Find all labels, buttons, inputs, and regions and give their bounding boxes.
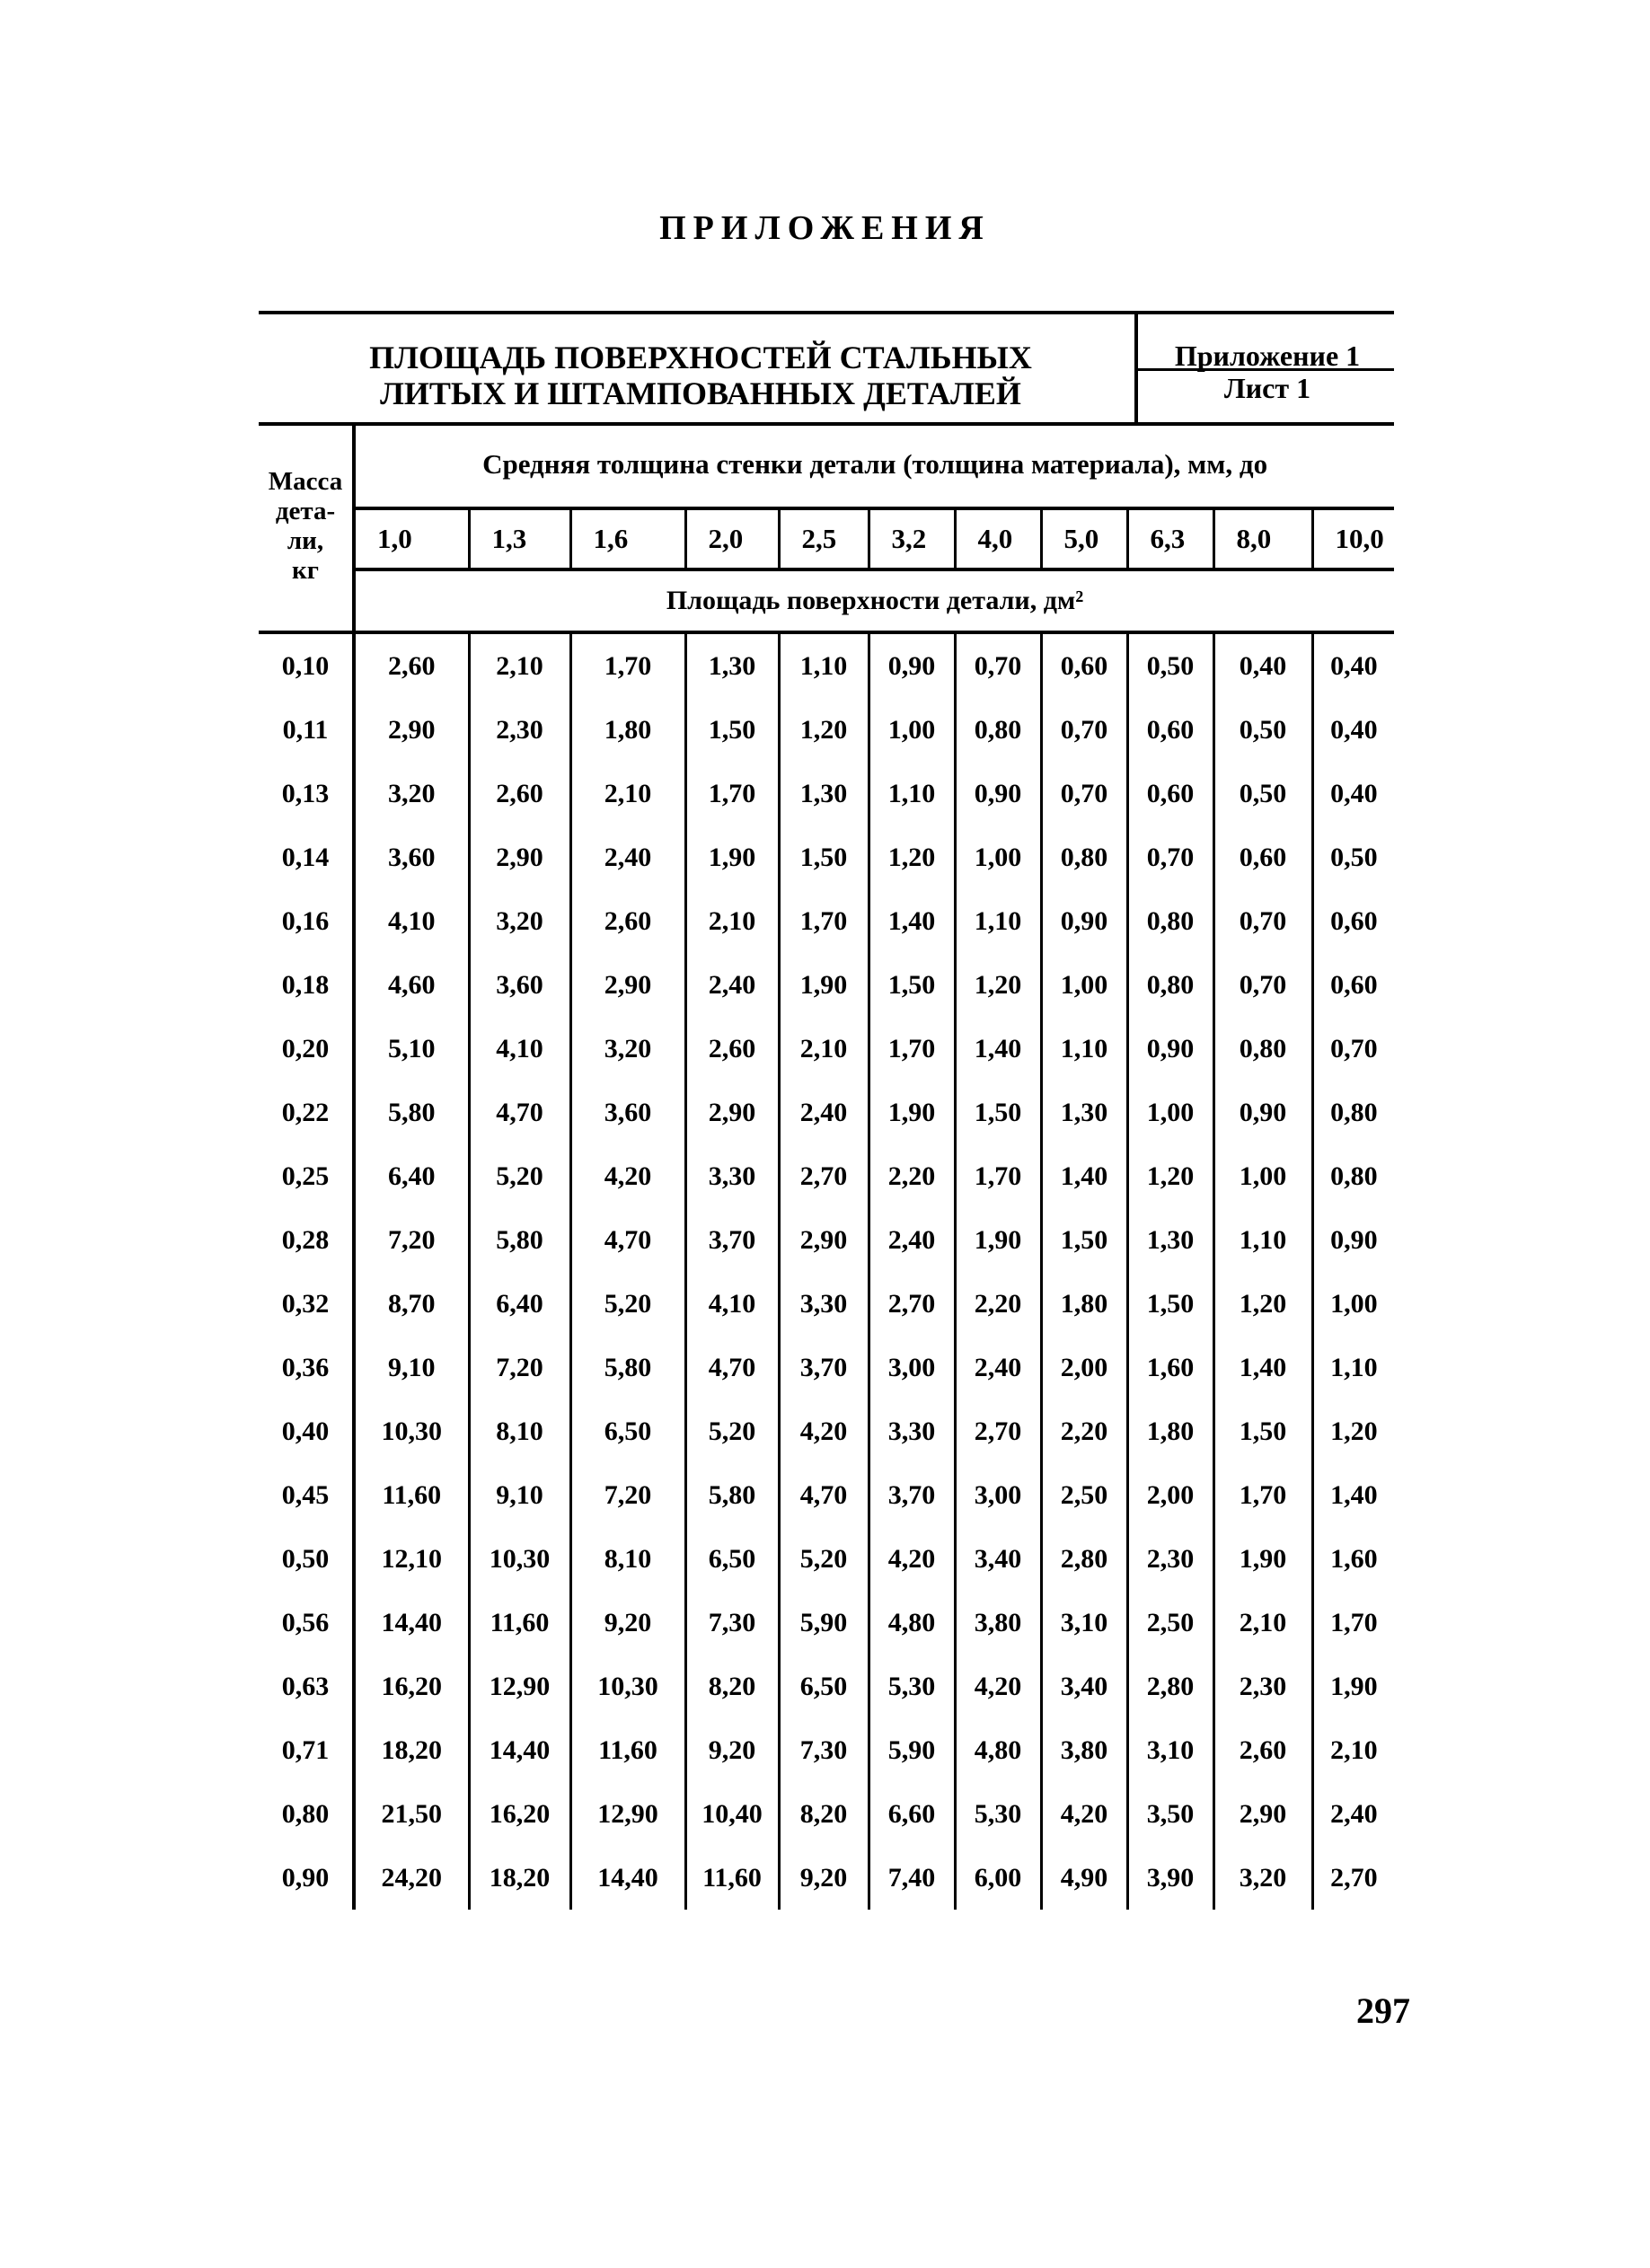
area-value-cell: 1,50 <box>779 825 869 889</box>
area-value-cell: 3,60 <box>570 1081 685 1144</box>
area-value-cell: 1,00 <box>955 825 1041 889</box>
area-value-cell: 3,30 <box>685 1144 779 1208</box>
area-value-cell: 1,40 <box>1312 1463 1394 1527</box>
area-value-cell: 7,30 <box>685 1591 779 1655</box>
area-value-cell: 2,80 <box>1041 1527 1127 1591</box>
area-value-cell: 7,20 <box>570 1463 685 1527</box>
area-value-cell: 3,70 <box>779 1336 869 1399</box>
table-row <box>259 1782 1394 1846</box>
area-value-cell: 0,50 <box>1312 825 1394 889</box>
area-value-cell: 7,20 <box>469 1336 570 1399</box>
area-value-cell: 3,20 <box>570 1017 685 1081</box>
area-value-cell: 0,40 <box>1312 632 1394 698</box>
area-value-cell: 1,50 <box>1041 1208 1127 1272</box>
area-value-cell: 4,10 <box>469 1017 570 1081</box>
area-value-cell: 5,20 <box>570 1272 685 1336</box>
area-value-cell: 3,10 <box>1127 1718 1213 1782</box>
mass-cell: 0,40 <box>259 1399 354 1463</box>
table-row <box>259 1272 1394 1336</box>
area-value-cell: 5,90 <box>779 1591 869 1655</box>
thickness-header-cell: 3,2 <box>869 508 955 569</box>
area-value-cell: 2,90 <box>779 1208 869 1272</box>
area-value-cell: 4,80 <box>955 1718 1041 1782</box>
area-value-cell: 1,90 <box>685 825 779 889</box>
area-value-cell: 1,90 <box>779 953 869 1017</box>
mass-cell: 0,25 <box>259 1144 354 1208</box>
table-row <box>259 1144 1394 1208</box>
table-row <box>259 889 1394 953</box>
mass-cell: 0,18 <box>259 953 354 1017</box>
area-value-cell: 2,00 <box>1127 1463 1213 1527</box>
mass-cell: 0,13 <box>259 762 354 825</box>
area-value-cell: 2,70 <box>1312 1846 1394 1910</box>
page-number: 297 <box>1356 1990 1410 2031</box>
area-value-cell: 4,90 <box>1041 1846 1127 1910</box>
area-value-cell: 1,90 <box>1213 1527 1312 1591</box>
mass-header-line1: Масса <box>268 467 343 496</box>
thickness-header-cell: 4,0 <box>955 508 1041 569</box>
area-value-cell: 1,10 <box>1213 1208 1312 1272</box>
table-row <box>259 1718 1394 1782</box>
area-value-cell: 14,40 <box>469 1718 570 1782</box>
area-value-cell: 2,10 <box>685 889 779 953</box>
area-value-cell: 1,00 <box>869 698 955 762</box>
area-value-cell: 4,80 <box>869 1591 955 1655</box>
area-value-cell: 7,40 <box>869 1846 955 1910</box>
table-body <box>259 632 1394 1910</box>
thickness-header-cell: 1,3 <box>469 508 570 569</box>
area-value-cell: 2,10 <box>779 1017 869 1081</box>
header-divider <box>1134 311 1138 422</box>
area-value-cell: 0,60 <box>1312 953 1394 1017</box>
mass-header-line3: ли, <box>287 526 324 555</box>
area-value-cell: 1,90 <box>955 1208 1041 1272</box>
area-value-cell: 2,90 <box>388 714 436 745</box>
section-title: ПРИЛОЖЕНИЯ <box>659 209 991 247</box>
thickness-header-cell: 2,0 <box>685 508 779 569</box>
area-value-cell: 3,70 <box>869 1463 955 1527</box>
area-value-cell: 0,90 <box>1041 889 1127 953</box>
area-value-cell: 5,30 <box>869 1655 955 1718</box>
area-value-cell: 6,50 <box>570 1399 685 1463</box>
area-value-cell: 1,40 <box>1041 1144 1127 1208</box>
area-value-cell: 2,70 <box>779 1144 869 1208</box>
mass-cell: 0,16 <box>259 889 354 953</box>
mass-cell: 0,45 <box>259 1463 354 1527</box>
table-row <box>259 1336 1394 1399</box>
area-value-cell: 1,30 <box>685 632 779 698</box>
area-value-cell: 5,80 <box>469 1208 570 1272</box>
mass-cell: 0,56 <box>259 1591 354 1655</box>
area-value-cell: 11,60 <box>469 1591 570 1655</box>
area-value-cell: 18,20 <box>381 1734 442 1765</box>
area-value-cell: 0,80 <box>1213 1017 1312 1081</box>
area-value-cell: 2,60 <box>570 889 685 953</box>
area-value-cell: 4,10 <box>685 1272 779 1336</box>
area-value-cell: 1,60 <box>1312 1527 1394 1591</box>
area-value-cell: 1,20 <box>955 953 1041 1017</box>
mass-cell: 0,20 <box>259 1017 354 1081</box>
table-row <box>259 1399 1394 1463</box>
area-value-cell: 2,80 <box>1127 1655 1213 1718</box>
area-value-cell: 1,00 <box>1213 1144 1312 1208</box>
thickness-header-cell: 10,0 <box>1312 508 1394 569</box>
appendix-sheet-rule <box>1138 368 1394 371</box>
area-value-cell: 7,20 <box>388 1224 436 1255</box>
area-value-cell: 0,70 <box>1312 1017 1394 1081</box>
area-value-cell: 1,70 <box>955 1144 1041 1208</box>
sheet-label: Лист 1 <box>1223 372 1311 404</box>
area-value-cell: 1,10 <box>869 762 955 825</box>
area-value-cell: 5,20 <box>779 1527 869 1591</box>
area-value-cell: 1,40 <box>869 889 955 953</box>
area-value-cell: 1,50 <box>1127 1272 1213 1336</box>
thickness-header-cell: 1,0 <box>354 508 469 569</box>
area-value-cell: 1,10 <box>1312 1336 1394 1399</box>
area-value-cell: 4,70 <box>685 1336 779 1399</box>
area-value-cell: 2,10 <box>469 632 570 698</box>
table-row <box>259 1846 1394 1910</box>
mass-cell: 0,11 <box>259 698 354 762</box>
table-row <box>259 1655 1394 1718</box>
area-value-cell: 1,90 <box>869 1081 955 1144</box>
table-row <box>259 1017 1394 1081</box>
area-value-cell: 12,90 <box>469 1655 570 1718</box>
area-value-cell: 12,10 <box>381 1543 442 1574</box>
area-value-cell: 2,60 <box>1213 1718 1312 1782</box>
area-value-cell: 0,70 <box>1127 825 1213 889</box>
mass-cell: 0,22 <box>259 1081 354 1144</box>
area-value-cell: 2,90 <box>1213 1782 1312 1846</box>
area-value-cell: 2,40 <box>570 825 685 889</box>
thickness-values-row <box>259 508 1394 569</box>
area-value-cell: 2,10 <box>1213 1591 1312 1655</box>
area-value-cell: 1,30 <box>779 762 869 825</box>
area-value-cell: 1,20 <box>1127 1144 1213 1208</box>
area-value-cell: 0,70 <box>1213 889 1312 953</box>
area-value-cell: 3,60 <box>388 842 436 872</box>
mass-cell: 0,36 <box>259 1336 354 1399</box>
area-value-cell: 7,30 <box>779 1718 869 1782</box>
area-value-cell: 1,20 <box>1213 1272 1312 1336</box>
area-value-cell: 0,90 <box>869 632 955 698</box>
area-value-cell: 2,40 <box>685 953 779 1017</box>
area-value-cell: 14,40 <box>570 1846 685 1910</box>
area-value-cell: 1,20 <box>779 698 869 762</box>
area-value-cell: 0,80 <box>1041 825 1127 889</box>
area-value-cell: 2,40 <box>955 1336 1041 1399</box>
mass-cell: 0,80 <box>259 1782 354 1846</box>
area-value-cell: 0,90 <box>1213 1081 1312 1144</box>
area-value-cell: 2,50 <box>1127 1591 1213 1655</box>
area-value-cell: 4,10 <box>388 905 436 936</box>
area-value-cell: 9,20 <box>779 1846 869 1910</box>
area-value-cell: 0,40 <box>1213 632 1312 698</box>
area-value-cell: 0,60 <box>1213 825 1312 889</box>
area-value-cell: 2,90 <box>570 953 685 1017</box>
area-value-cell: 5,80 <box>570 1336 685 1399</box>
area-value-cell: 4,20 <box>779 1399 869 1463</box>
area-value-cell: 0,80 <box>1127 889 1213 953</box>
area-value-cell: 16,20 <box>381 1671 442 1701</box>
area-value-cell: 1,80 <box>570 698 685 762</box>
table-row <box>259 1081 1394 1144</box>
area-value-cell: 3,20 <box>469 889 570 953</box>
area-value-cell: 1,00 <box>1312 1272 1394 1336</box>
area-value-cell: 8,20 <box>685 1655 779 1718</box>
area-value-cell: 4,20 <box>955 1655 1041 1718</box>
area-value-cell: 8,70 <box>388 1288 436 1319</box>
area-value-cell: 3,40 <box>955 1527 1041 1591</box>
area-value-cell: 6,60 <box>869 1782 955 1846</box>
area-value-cell: 3,10 <box>1041 1591 1127 1655</box>
mass-cell: 0,14 <box>259 825 354 889</box>
area-value-cell: 1,70 <box>869 1017 955 1081</box>
area-value-cell: 0,50 <box>1213 698 1312 762</box>
area-value-cell: 2,00 <box>1041 1336 1127 1399</box>
area-value-cell: 2,90 <box>469 825 570 889</box>
table-row <box>259 632 1394 698</box>
area-value-cell: 2,40 <box>869 1208 955 1272</box>
area-value-cell: 0,60 <box>1312 889 1394 953</box>
area-value-cell: 1,60 <box>1127 1336 1213 1399</box>
area-value-cell: 10,40 <box>685 1782 779 1846</box>
area-value-cell: 0,80 <box>1312 1144 1394 1208</box>
area-value-cell: 6,00 <box>955 1846 1041 1910</box>
area-value-cell: 1,70 <box>1213 1463 1312 1527</box>
area-value-cell: 11,60 <box>382 1479 442 1510</box>
table-row <box>259 1591 1394 1655</box>
thickness-header-cell: 1,6 <box>570 508 685 569</box>
area-value-cell: 2,70 <box>955 1399 1041 1463</box>
area-value-cell: 0,40 <box>1312 762 1394 825</box>
area-value-cell: 0,60 <box>1127 698 1213 762</box>
area-value-cell: 1,20 <box>869 825 955 889</box>
area-value-cell: 3,50 <box>1127 1782 1213 1846</box>
area-value-cell: 5,20 <box>469 1144 570 1208</box>
area-value-cell: 0,90 <box>1312 1208 1394 1272</box>
area-value-cell: 1,00 <box>1041 953 1127 1017</box>
area-value-cell: 2,60 <box>388 650 436 681</box>
area-value-cell: 3,20 <box>1213 1846 1312 1910</box>
area-value-cell: 2,40 <box>1312 1782 1394 1846</box>
appendix-label: Приложение 1 <box>1174 340 1361 372</box>
area-value-cell: 3,80 <box>955 1591 1041 1655</box>
area-value-cell: 0,60 <box>1127 762 1213 825</box>
area-value-cell: 1,70 <box>1312 1591 1394 1655</box>
area-value-cell: 3,00 <box>869 1336 955 1399</box>
mass-cell: 0,63 <box>259 1655 354 1718</box>
area-value-cell: 1,10 <box>955 889 1041 953</box>
mass-cell: 0,71 <box>259 1718 354 1782</box>
area-value-cell: 3,30 <box>779 1272 869 1336</box>
area-value-cell: 0,80 <box>1312 1081 1394 1144</box>
area-value-cell: 8,10 <box>469 1399 570 1463</box>
area-value-cell: 4,20 <box>869 1527 955 1591</box>
area-header: Площадь поверхности детали, дм² <box>354 569 1394 632</box>
thickness-header-cell: 5,0 <box>1041 508 1127 569</box>
area-value-cell: 9,20 <box>570 1591 685 1655</box>
area-value-cell: 0,90 <box>955 762 1041 825</box>
area-value-cell: 6,40 <box>469 1272 570 1336</box>
area-value-cell: 0,50 <box>1127 632 1213 698</box>
area-value-cell: 0,70 <box>1041 698 1127 762</box>
area-value-cell: 11,60 <box>685 1846 779 1910</box>
area-value-cell: 1,80 <box>1041 1272 1127 1336</box>
area-value-cell: 6,50 <box>685 1527 779 1591</box>
area-value-cell: 5,10 <box>388 1033 436 1063</box>
area-value-cell: 5,20 <box>685 1399 779 1463</box>
area-value-cell: 2,10 <box>1312 1718 1394 1782</box>
area-value-cell: 21,50 <box>381 1798 442 1829</box>
area-value-cell: 3,00 <box>955 1463 1041 1527</box>
area-value-cell: 8,20 <box>779 1782 869 1846</box>
area-value-cell: 2,90 <box>685 1081 779 1144</box>
area-value-cell: 2,30 <box>1213 1655 1312 1718</box>
surface-area-table <box>259 422 1394 1910</box>
area-value-cell: 1,00 <box>1127 1081 1213 1144</box>
area-value-cell: 2,50 <box>1041 1463 1127 1527</box>
area-value-cell: 3,40 <box>1041 1655 1127 1718</box>
area-value-cell: 1,20 <box>1312 1399 1394 1463</box>
table-row <box>259 1527 1394 1591</box>
area-value-cell: 1,70 <box>570 632 685 698</box>
area-value-cell: 2,30 <box>469 698 570 762</box>
area-value-cell: 0,70 <box>955 632 1041 698</box>
area-value-cell: 0,70 <box>1041 762 1127 825</box>
mass-cell: 0,32 <box>259 1272 354 1336</box>
area-value-cell: 5,90 <box>869 1718 955 1782</box>
area-value-cell: 6,40 <box>388 1160 436 1191</box>
thickness-header-cell: 2,5 <box>779 508 869 569</box>
area-value-cell: 4,20 <box>570 1144 685 1208</box>
area-value-cell: 1,70 <box>779 889 869 953</box>
table-row <box>259 953 1394 1017</box>
mass-header-line4: кг <box>292 556 319 585</box>
table-row <box>259 698 1394 762</box>
area-value-cell: 8,10 <box>570 1527 685 1591</box>
area-value-cell: 0,50 <box>1213 762 1312 825</box>
area-value-cell: 9,10 <box>469 1463 570 1527</box>
area-value-cell: 1,30 <box>1041 1081 1127 1144</box>
area-value-cell: 3,80 <box>1041 1718 1127 1782</box>
area-value-cell: 10,30 <box>570 1655 685 1718</box>
area-value-cell: 1,50 <box>1213 1399 1312 1463</box>
mass-header-line2: дета- <box>275 497 336 525</box>
area-value-cell: 24,20 <box>381 1862 442 1893</box>
area-value-cell: 10,30 <box>381 1416 442 1446</box>
area-value-cell: 2,30 <box>1127 1527 1213 1591</box>
table-row <box>259 762 1394 825</box>
thickness-header-cell: 6,3 <box>1127 508 1213 569</box>
area-value-cell: 9,10 <box>388 1352 436 1382</box>
area-value-cell: 0,90 <box>1127 1017 1213 1081</box>
area-value-cell: 5,80 <box>685 1463 779 1527</box>
area-value-cell: 9,20 <box>685 1718 779 1782</box>
table-title-line1: ПЛОЩАДЬ ПОВЕРХНОСТЕЙ СТАЛЬНЫХ <box>369 340 1032 375</box>
area-value-cell: 4,70 <box>469 1081 570 1144</box>
table-title <box>287 340 1114 411</box>
area-value-cell: 1,40 <box>1213 1336 1312 1399</box>
table-row <box>259 1463 1394 1527</box>
mass-cell: 0,50 <box>259 1527 354 1591</box>
area-value-cell: 0,80 <box>1127 953 1213 1017</box>
table-title-line2: ЛИТЫХ И ШТАМПОВАННЫХ ДЕТАЛЕЙ <box>380 375 1021 411</box>
area-value-cell: 2,10 <box>570 762 685 825</box>
area-value-cell: 1,50 <box>955 1081 1041 1144</box>
area-value-cell: 4,20 <box>1041 1782 1127 1846</box>
area-value-cell: 1,10 <box>1041 1017 1127 1081</box>
table-row <box>259 825 1394 889</box>
area-value-cell: 2,60 <box>685 1017 779 1081</box>
area-value-cell: 2,20 <box>869 1144 955 1208</box>
mass-cell: 0,10 <box>259 632 354 698</box>
area-value-cell: 2,20 <box>1041 1399 1127 1463</box>
area-value-cell: 5,30 <box>955 1782 1041 1846</box>
area-value-cell: 1,50 <box>685 698 779 762</box>
area-value-cell: 11,60 <box>570 1718 685 1782</box>
area-value-cell: 0,40 <box>1312 698 1394 762</box>
area-value-cell: 1,10 <box>779 632 869 698</box>
area-value-cell: 2,60 <box>469 762 570 825</box>
area-value-cell: 4,70 <box>779 1463 869 1527</box>
area-value-cell: 5,80 <box>388 1097 436 1127</box>
area-value-cell: 3,90 <box>1127 1846 1213 1910</box>
area-value-cell: 1,80 <box>1127 1399 1213 1463</box>
table-head <box>259 422 1394 632</box>
area-value-cell: 12,90 <box>570 1782 685 1846</box>
mass-cell: 0,28 <box>259 1208 354 1272</box>
thickness-header-cell: 8,0 <box>1213 508 1312 569</box>
area-value-cell: 1,70 <box>685 762 779 825</box>
area-value-cell: 18,20 <box>469 1846 570 1910</box>
area-value-cell: 0,60 <box>1041 632 1127 698</box>
area-value-cell: 4,70 <box>570 1208 685 1272</box>
area-value-cell: 0,80 <box>955 698 1041 762</box>
area-value-cell: 1,40 <box>955 1017 1041 1081</box>
area-value-cell: 1,50 <box>869 953 955 1017</box>
area-value-cell: 10,30 <box>469 1527 570 1591</box>
area-value-cell: 2,20 <box>955 1272 1041 1336</box>
area-value-cell: 1,30 <box>1127 1208 1213 1272</box>
area-value-cell: 4,60 <box>388 969 436 1000</box>
area-value-cell: 3,20 <box>388 778 436 808</box>
mass-cell: 0,90 <box>259 1846 354 1910</box>
area-value-cell: 16,20 <box>469 1782 570 1846</box>
mass-column-header <box>259 422 354 632</box>
thickness-header: Средняя толщина стенки детали (толщина материала), мм, до <box>354 422 1394 508</box>
area-value-cell: 3,70 <box>685 1208 779 1272</box>
area-value-cell: 2,70 <box>869 1272 955 1336</box>
area-value-cell: 2,40 <box>779 1081 869 1144</box>
area-value-cell: 3,60 <box>469 953 570 1017</box>
area-value-cell: 6,50 <box>779 1655 869 1718</box>
area-value-cell: 1,90 <box>1312 1655 1394 1718</box>
table-row <box>259 1208 1394 1272</box>
area-value-cell: 0,70 <box>1213 953 1312 1017</box>
area-value-cell: 14,40 <box>381 1607 442 1637</box>
area-value-cell: 3,30 <box>869 1399 955 1463</box>
